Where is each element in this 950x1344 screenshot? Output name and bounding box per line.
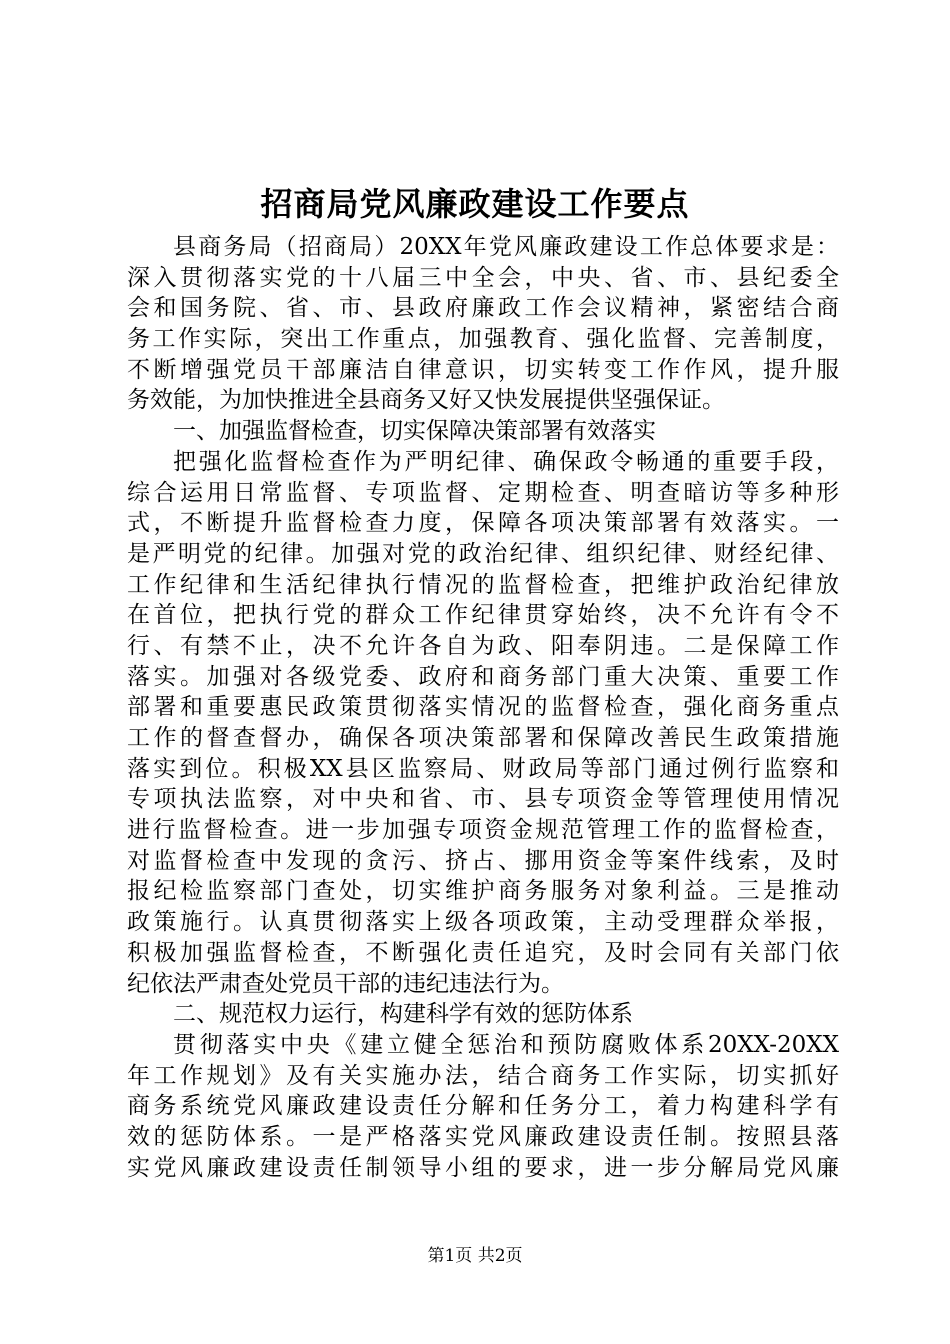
section-heading: 一、加强监督检查，切实保障决策部署有效落实 (173, 418, 656, 445)
text-line: 会和国务院、省、市、县政府廉政工作会议精神，紧密结合商 (127, 295, 839, 322)
text-line: 工作纪律和生活纪律执行情况的监督检查，把维护政治纪律放 (127, 571, 839, 598)
text-line: 落实。加强对各级党委、政府和商务部门重大决策、重要工作 (127, 663, 839, 690)
text-line: 工作的督查督办，确保各项决策部署和保障改善民生政策措施 (127, 725, 839, 751)
text-line: 县商务局（招商局）20XX年党风廉政建设工作总体要求是： (173, 234, 839, 260)
text-line: 对监督检查中发现的贪污、挤占、挪用资金等案件线索，及时 (127, 847, 839, 874)
text-line: 进行监督检查。进一步加强专项资金规范管理工作的监督检查， (127, 817, 839, 844)
text-line: 务工作实际，突出工作重点，加强教育、强化监督、完善制度， (127, 326, 839, 353)
text-line: 报纪检监察部门查处，切实维护商务服务对象利益。三是推动 (127, 878, 839, 905)
text-line: 不断增强党员干部廉洁自律意识，切实转变工作作风，提升服 (127, 356, 839, 383)
text-line: 式，不断提升监督检查力度，保障各项决策部署有效落实。一 (127, 510, 839, 537)
text-line: 在首位，把执行党的群众工作纪律贯穿始终，决不允许有令不 (127, 602, 839, 629)
text-line: 积极加强监督检查，不断强化责任追究，及时会同有关部门依 (127, 939, 839, 966)
text-line: 专项执法监察，对中央和省、市、县专项资金等管理使用情况 (127, 786, 839, 813)
page-number: 第1页 共2页 (427, 1246, 523, 1266)
text-line: 行、有禁不止，决不允许各自为政、阳奉阴违。二是保障工作 (127, 632, 839, 659)
document-body (127, 232, 839, 1183)
text-line: 商务系统党风廉政建设责任分解和任务分工，着力构建科学有 (127, 1093, 839, 1120)
text-line: 综合运用日常监督、专项监督、定期检查、明查暗访等多种形 (127, 479, 839, 506)
text-line: 是严明党的纪律。加强对党的政治纪律、组织纪律、财经纪律、 (127, 540, 839, 567)
document-title: 招商局党风廉政建设工作要点 (260, 185, 690, 223)
text-line: 纪依法严肃查处党员干部的违纪违法行为。 (127, 970, 564, 997)
text-line: 深入贯彻落实党的十八届三中全会，中央、省、市、县纪委全 (127, 264, 839, 291)
section-heading: 二、规范权力运行，构建科学有效的惩防体系 (173, 1001, 633, 1028)
text-line: 效的惩防体系。一是严格落实党风廉政建设责任制。按照县落 (127, 1123, 839, 1150)
text-line: 年工作规划》及有关实施办法，结合商务工作实际，切实抓好 (127, 1062, 839, 1089)
text-line: 政策施行。认真贯彻落实上级各项政策，主动受理群众举报， (127, 909, 839, 936)
text-line: 务效能，为加快推进全县商务又好又快发展提供坚强保证。 (127, 387, 725, 414)
text-line: 把强化监督检查作为严明纪律、确保政令畅通的重要手段， (173, 448, 839, 475)
text-line: 落实到位。积极XX县区监察局、财政局等部门通过例行监察和 (127, 755, 839, 782)
text-line: 部署和重要惠民政策贯彻落实情况的监督检查，强化商务重点 (127, 694, 839, 721)
text-line: 实党风廉政建设责任制领导小组的要求，进一步分解局党风廉 (127, 1154, 839, 1181)
text-line: 贯彻落实中央《建立健全惩治和预防腐败体系20XX-20XX (173, 1031, 839, 1058)
